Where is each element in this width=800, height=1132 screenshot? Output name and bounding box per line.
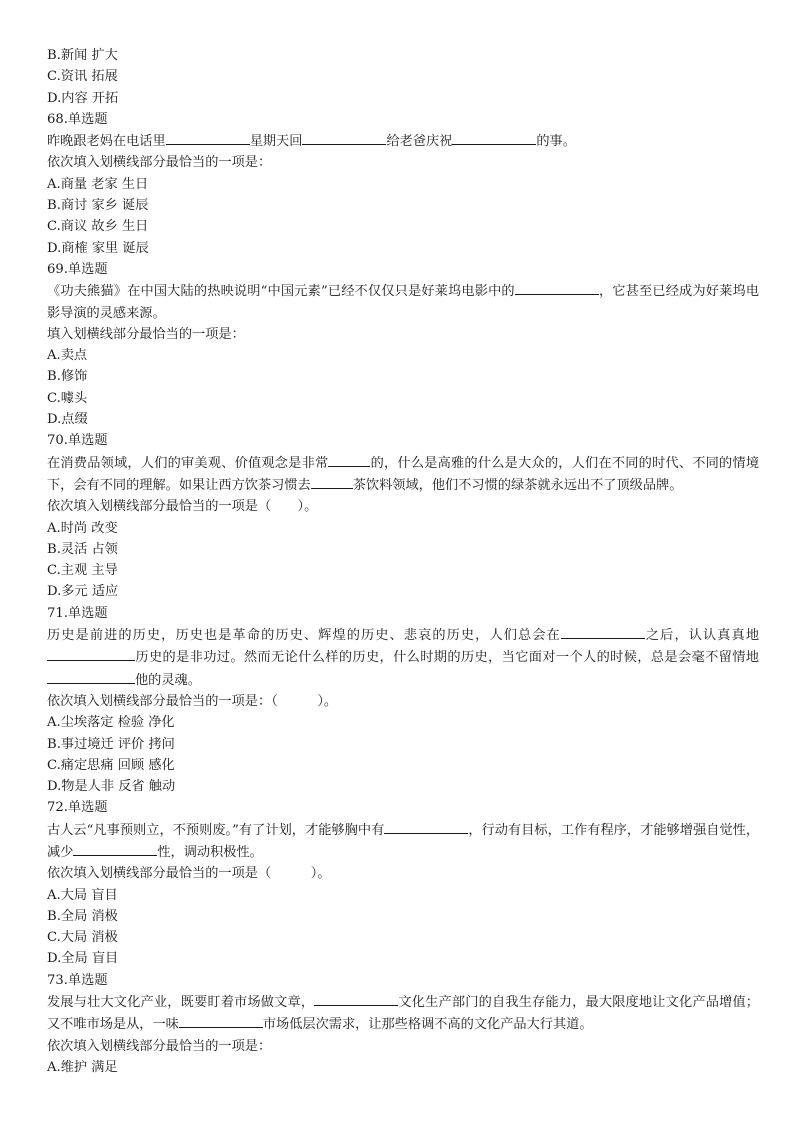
- question-prompt: 依次填入划横线部分最恰当的一项是：（ ）。: [47, 693, 338, 709]
- option-b: B.修饰: [47, 369, 88, 385]
- option-a: A.卖点: [47, 348, 88, 364]
- fill-blank: [384, 819, 468, 834]
- fill-blank: [73, 841, 157, 856]
- question-stem: 在消费品领域，人们的审美观、价值观念是非常 的，什么是高雅的什么是大众的，人们在不同的时代、不同的情境下，会有不同的理解。如果让西方饮茶习惯去 茶饮料领域，他们不习惯的绿茶就永远出不了顶级品牌。: [47, 452, 759, 497]
- question-stem: 古人云“凡事预则立，不预则废。”有了计划，才能够胸中有 ，行动有目标，工作有程序，才能够增强自觉性，减少 性，调动积极性。: [47, 819, 759, 864]
- question-header: 68.单选题: [47, 111, 108, 127]
- option-c: C.商议 故乡 生日: [47, 219, 149, 235]
- option-a: A.尘埃落定 检验 净化: [47, 715, 175, 731]
- fill-blank: [452, 130, 536, 145]
- option-d: D.物是人非 反省 触动: [47, 779, 176, 795]
- question-prompt: 依次填入划横线部分最恰当的一项是（ ）。: [47, 499, 318, 515]
- fill-blank: [47, 646, 135, 661]
- fill-blank: [311, 474, 353, 489]
- question-header: 71.单选题: [47, 605, 108, 621]
- question-stem: 昨晚跟老妈在电话里 星期天回 给老爸庆祝 的事。: [47, 130, 759, 152]
- fill-blank: [302, 130, 386, 145]
- option-c: C.痛定思痛 回顾 感化: [47, 757, 175, 773]
- question-header: 73.单选题: [47, 972, 108, 988]
- option-b: B.全局 消极: [47, 908, 118, 924]
- option-d: D.点缀: [47, 412, 88, 428]
- option-d: D.全局 盲目: [47, 951, 119, 967]
- option-d: D.多元 适应: [47, 584, 119, 600]
- fill-blank: [314, 991, 398, 1006]
- question-prompt: 依次填入划横线部分最恰当的一项是（ ）。: [47, 866, 331, 882]
- option-b: B.事过境迁 评价 拷问: [47, 736, 175, 752]
- option-a: A.大局 盲目: [47, 887, 118, 903]
- option-a: A.时尚 改变: [47, 520, 118, 536]
- fill-blank: [328, 452, 370, 467]
- question-header: 70.单选题: [47, 433, 108, 449]
- option-b: B.灵活 占领: [47, 541, 118, 557]
- option-a: A.维护 满足: [47, 1059, 118, 1075]
- fill-blank: [561, 624, 645, 639]
- option-a: A.商量 老家 生日: [47, 176, 149, 192]
- fill-blank: [515, 280, 599, 295]
- fill-blank: [166, 130, 250, 145]
- question-stem: 《功夫熊猫》在中国大陆的热映说明“中国元素”已经不仅仅只是好莱坞电影中的 ，它甚至已经成为好莱坞电影导演的灵感来源。: [47, 280, 759, 324]
- question-stem: 发展与壮大文化产业，既要盯着市场做文章， 文化生产部门的自我生存能力，最大限度地让文化产品增值；又不唯市场是从，一味 市场低层次需求，让那些格调不高的文化产品大行其道。: [47, 991, 759, 1036]
- option-c: C.资讯 拓展: [47, 69, 118, 85]
- option-d: D.商榷 家里 诞辰: [47, 240, 149, 256]
- question-stem: 历史是前进的历史，历史也是革命的历史、辉煌的历史、悲哀的历史，人们总会在 之后，认认真真地历史的是非功过。然而无论什么样的历史，什么时期的历史，当它面对一个人的时候，总是会毫不留情地他的灵魂。: [47, 624, 759, 691]
- question-header: 72.单选题: [47, 800, 108, 816]
- fill-blank: [179, 1013, 263, 1028]
- question-prompt: 填入划横线部分最恰当的一项是：: [47, 326, 245, 342]
- question-prompt: 依次填入划横线部分最恰当的一项是：: [47, 155, 272, 171]
- option-c: C.主观 主导: [47, 563, 118, 579]
- question-header: 69.单选题: [47, 261, 108, 277]
- option-b: B.新闻 扩大: [47, 48, 118, 63]
- question-prompt: 依次填入划横线部分最恰当的一项是：: [47, 1038, 272, 1054]
- option-c: C.噱头: [47, 390, 88, 406]
- option-b: B.商讨 家乡 诞辰: [47, 198, 149, 214]
- option-d: D.内容 开拓: [47, 90, 119, 106]
- fill-blank: [47, 669, 135, 684]
- option-c: C.大局 消极: [47, 930, 118, 946]
